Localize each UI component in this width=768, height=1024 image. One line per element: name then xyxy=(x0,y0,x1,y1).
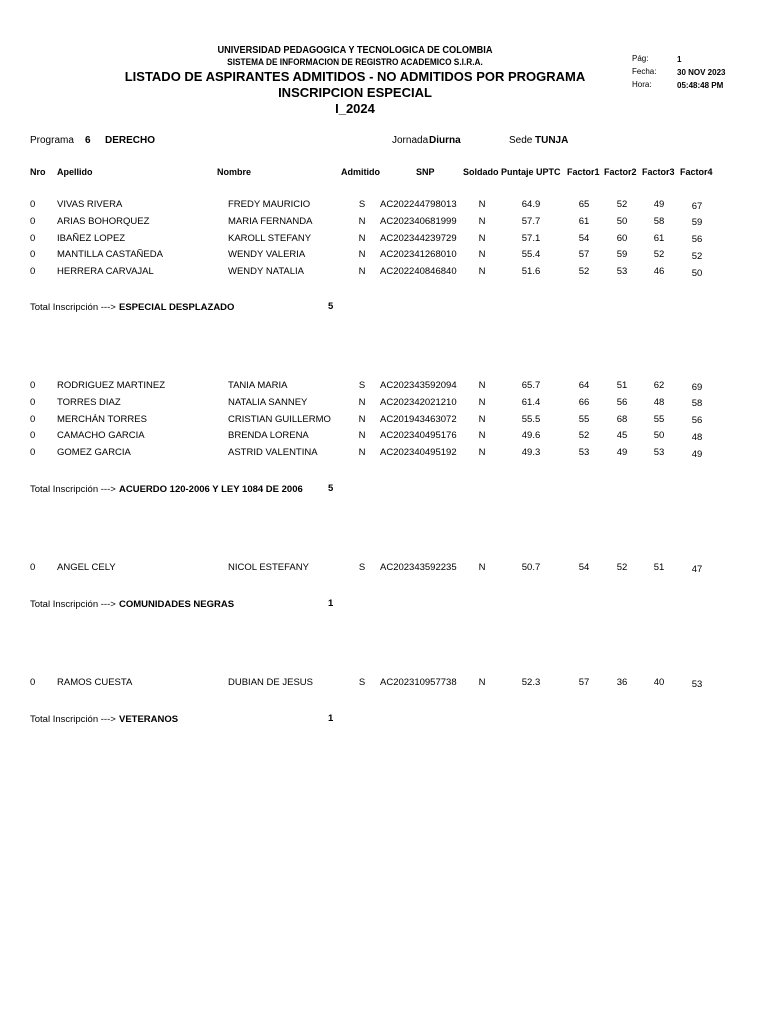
cell-nro: 0 xyxy=(30,562,36,573)
cell-factor4: 48 xyxy=(691,431,703,443)
cell-factor1: 65 xyxy=(578,199,590,210)
cell-factor1: 61 xyxy=(578,215,590,227)
cell-factor1: 53 xyxy=(578,447,590,458)
program-code: 6 xyxy=(85,135,91,146)
cell-snp: AC202244798013 xyxy=(380,199,457,210)
cell-factor4: 49 xyxy=(691,448,703,460)
col-header-apellido: Apellido xyxy=(57,167,93,177)
page-value: 1 xyxy=(677,55,682,64)
cell-apellido: CAMACHO GARCIA xyxy=(57,430,145,442)
group-count: 5 xyxy=(328,301,334,312)
cell-apellido: ARIAS BOHORQUEZ xyxy=(57,215,150,227)
cell-soldado: N xyxy=(478,249,486,261)
cell-apellido: VIVAS RIVERA xyxy=(57,199,123,210)
cell-nro: 0 xyxy=(30,677,36,688)
cell-snp: AC202344239729 xyxy=(380,232,457,244)
cell-soldado: N xyxy=(478,396,486,408)
cell-factor4: 53 xyxy=(691,678,703,690)
cell-factor3: 52 xyxy=(653,249,665,261)
total-label: Total Inscripción ---> xyxy=(30,599,116,610)
cell-nombre: BRENDA LORENA xyxy=(228,430,309,442)
cell-factor3: 48 xyxy=(653,396,665,408)
cell-factor3: 49 xyxy=(653,199,665,210)
cell-puntaje: 65.7 xyxy=(521,380,541,391)
cell-apellido: TORRES DIAZ xyxy=(57,396,121,408)
cell-snp: AC202343592235 xyxy=(380,562,457,573)
cell-puntaje: 50.7 xyxy=(521,562,541,573)
cell-factor2: 52 xyxy=(616,562,628,573)
cell-admitido: N xyxy=(358,232,366,244)
cell-admitido: N xyxy=(358,430,366,442)
cell-soldado: N xyxy=(478,266,486,277)
cell-snp: AC202340681999 xyxy=(380,215,457,227)
cell-nombre: WENDY NATALIA xyxy=(228,266,305,277)
cell-nro: 0 xyxy=(30,447,36,458)
cell-soldado: N xyxy=(478,199,486,210)
cell-factor2: 36 xyxy=(616,677,628,688)
cell-soldado: N xyxy=(478,430,486,442)
cell-soldado: N xyxy=(478,380,486,391)
cell-factor2: 50 xyxy=(616,215,628,227)
cell-snp: AC202340495192 xyxy=(380,447,457,458)
cell-soldado: N xyxy=(478,447,486,458)
cell-factor2: 60 xyxy=(616,232,628,244)
cell-factor1: 57 xyxy=(578,249,590,261)
cell-factor2: 68 xyxy=(616,413,628,425)
cell-factor4: 59 xyxy=(691,217,703,229)
cell-nro: 0 xyxy=(30,396,36,408)
total-label: Total Inscripción ---> xyxy=(30,714,116,725)
cell-puntaje: 57.1 xyxy=(521,232,541,244)
system-name: SISTEMA DE INFORMACION DE REGISTRO ACADEMICO S.I.R.A. xyxy=(227,57,483,67)
time-label: Hora: xyxy=(632,80,652,89)
cell-nombre: DUBIAN DE JESUS xyxy=(228,677,313,688)
total-label: Total Inscripción ---> xyxy=(30,484,116,495)
group-count: 1 xyxy=(328,598,334,609)
cell-admitido: N xyxy=(358,266,366,277)
cell-soldado: N xyxy=(478,215,486,227)
cell-nombre: KAROLL STEFANY xyxy=(228,232,312,244)
jornada-label: Jornada xyxy=(392,135,429,146)
cell-apellido: RODRIGUEZ MARTINEZ xyxy=(57,380,166,391)
cell-factor1: 54 xyxy=(578,232,590,244)
cell-snp: AC202341268010 xyxy=(380,249,457,261)
col-header-puntaje: Puntaje UPTC xyxy=(501,167,561,177)
col-header-soldado: Soldado xyxy=(463,167,499,177)
col-header-nombre: Nombre xyxy=(217,167,252,177)
cell-admitido: S xyxy=(358,199,366,210)
cell-snp: AC202240846840 xyxy=(380,266,457,277)
cell-apellido: MERCHÁN TORRES xyxy=(57,413,147,425)
cell-nro: 0 xyxy=(30,215,36,227)
cell-factor2: 56 xyxy=(616,396,628,408)
cell-factor4: 69 xyxy=(691,381,703,393)
cell-nombre: CRISTIAN GUILLERMO xyxy=(228,413,331,425)
cell-apellido: IBAÑEZ LOPEZ xyxy=(57,232,126,244)
cell-factor3: 46 xyxy=(653,266,665,277)
group-name: ESPECIAL DESPLAZADO xyxy=(119,302,235,313)
report-subtitle: INSCRIPCION ESPECIAL xyxy=(278,85,432,100)
report-period: I_2024 xyxy=(335,101,375,116)
col-header-factor3: Factor3 xyxy=(642,167,675,177)
cell-factor2: 59 xyxy=(616,249,628,261)
cell-snp: AC202342021210 xyxy=(380,396,457,408)
cell-factor1: 66 xyxy=(578,396,590,408)
cell-admitido: N xyxy=(358,215,366,227)
cell-admitido: N xyxy=(358,447,366,458)
col-header-factor2: Factor2 xyxy=(604,167,637,177)
cell-apellido: RAMOS CUESTA xyxy=(57,677,133,688)
cell-factor3: 51 xyxy=(653,562,665,573)
cell-nombre: NICOL ESTEFANY xyxy=(228,562,309,573)
cell-snp: AC201943463072 xyxy=(380,413,457,425)
cell-factor4: 58 xyxy=(691,398,703,410)
cell-snp: AC202340495176 xyxy=(380,430,457,442)
cell-admitido: N xyxy=(358,396,366,408)
cell-soldado: N xyxy=(478,232,486,244)
cell-factor1: 54 xyxy=(578,562,590,573)
sede-value: TUNJA xyxy=(535,135,569,146)
date-label: Fecha: xyxy=(632,67,657,76)
cell-admitido: S xyxy=(358,380,366,391)
cell-puntaje: 55.5 xyxy=(521,413,541,425)
cell-factor1: 52 xyxy=(578,266,590,277)
cell-admitido: N xyxy=(358,249,366,261)
cell-factor2: 49 xyxy=(616,447,628,458)
cell-puntaje: 64.9 xyxy=(521,199,541,210)
program-name: DERECHO xyxy=(105,135,156,146)
page-label: Pág: xyxy=(632,54,649,63)
col-header-factor4: Factor4 xyxy=(680,167,713,177)
cell-factor1: 55 xyxy=(578,413,590,425)
cell-snp: AC202343592094 xyxy=(380,380,457,391)
date-value: 30 NOV 2023 xyxy=(677,68,726,77)
cell-soldado: N xyxy=(478,413,486,425)
cell-factor4: 67 xyxy=(691,200,703,212)
cell-nombre: TANIA MARIA xyxy=(228,380,288,391)
cell-factor4: 50 xyxy=(691,267,703,279)
cell-admitido: N xyxy=(358,413,366,425)
cell-admitido: S xyxy=(358,677,366,688)
group-name: VETERANOS xyxy=(119,714,179,725)
cell-factor1: 57 xyxy=(578,677,590,688)
sede-label: Sede xyxy=(509,135,533,146)
cell-factor2: 53 xyxy=(616,266,628,277)
col-header-factor1: Factor1 xyxy=(567,167,600,177)
cell-apellido: MANTILLA CASTAÑEDA xyxy=(57,249,163,261)
cell-nro: 0 xyxy=(30,232,36,244)
time-value: 05:48:48 PM xyxy=(677,81,724,90)
cell-nombre: ASTRID VALENTINA xyxy=(228,447,318,458)
cell-factor4: 47 xyxy=(691,563,703,575)
cell-factor4: 52 xyxy=(691,250,703,262)
cell-factor3: 62 xyxy=(653,380,665,391)
cell-nro: 0 xyxy=(30,380,36,391)
university-name: UNIVERSIDAD PEDAGOGICA Y TECNOLOGICA DE COLOMBIA xyxy=(217,45,493,56)
cell-factor2: 52 xyxy=(616,199,628,210)
cell-factor2: 45 xyxy=(616,430,628,442)
jornada-value: Diurna xyxy=(429,135,461,146)
cell-snp: AC202310957738 xyxy=(380,677,457,688)
cell-factor3: 58 xyxy=(653,215,665,227)
cell-nombre: WENDY VALERIA xyxy=(228,249,306,261)
cell-puntaje: 57.7 xyxy=(521,215,541,227)
cell-factor1: 52 xyxy=(578,430,590,442)
cell-factor4: 56 xyxy=(691,234,703,245)
cell-admitido: S xyxy=(358,562,366,573)
program-label: Programa xyxy=(30,135,74,146)
group-count: 1 xyxy=(328,713,334,724)
col-header-nro: Nro xyxy=(30,167,46,177)
cell-soldado: N xyxy=(478,677,486,688)
cell-soldado: N xyxy=(478,562,486,573)
cell-nro: 0 xyxy=(30,430,36,442)
cell-puntaje: 49.6 xyxy=(521,430,541,442)
cell-factor3: 40 xyxy=(653,677,665,688)
cell-factor3: 61 xyxy=(653,232,665,244)
cell-nro: 0 xyxy=(30,413,36,425)
cell-factor3: 50 xyxy=(653,430,665,442)
cell-apellido: ANGEL CELY xyxy=(57,562,116,573)
cell-factor1: 64 xyxy=(578,380,590,391)
report-title: LISTADO DE ASPIRANTES ADMITIDOS - NO ADMITIDOS POR PROGRAMA xyxy=(124,69,586,84)
cell-factor4: 56 xyxy=(691,415,703,426)
cell-factor3: 55 xyxy=(653,413,665,425)
cell-apellido: HERRERA CARVAJAL xyxy=(57,266,154,277)
col-header-snp: SNP xyxy=(416,167,435,177)
group-count: 5 xyxy=(328,483,334,494)
cell-puntaje: 52.3 xyxy=(521,677,541,688)
cell-nro: 0 xyxy=(30,249,36,261)
cell-nro: 0 xyxy=(30,199,36,210)
cell-puntaje: 55.4 xyxy=(521,249,541,261)
cell-factor3: 53 xyxy=(653,447,665,458)
cell-puntaje: 51.6 xyxy=(521,266,541,277)
cell-apellido: GOMEZ GARCIA xyxy=(57,447,131,458)
total-label: Total Inscripción ---> xyxy=(30,302,116,313)
group-name: ACUERDO 120-2006 Y LEY 1084 DE 2006 xyxy=(119,484,303,495)
cell-puntaje: 61.4 xyxy=(521,396,541,408)
cell-nombre: NATALIA SANNEY xyxy=(228,396,308,408)
cell-nro: 0 xyxy=(30,266,36,277)
group-name: COMUNIDADES NEGRAS xyxy=(119,599,235,610)
cell-nombre: FREDY MAURICIO xyxy=(228,199,311,210)
cell-factor2: 51 xyxy=(616,380,628,391)
cell-nombre: MARIA FERNANDA xyxy=(228,215,313,227)
cell-puntaje: 49.3 xyxy=(521,447,541,458)
col-header-admitido: Admitido xyxy=(341,167,380,177)
